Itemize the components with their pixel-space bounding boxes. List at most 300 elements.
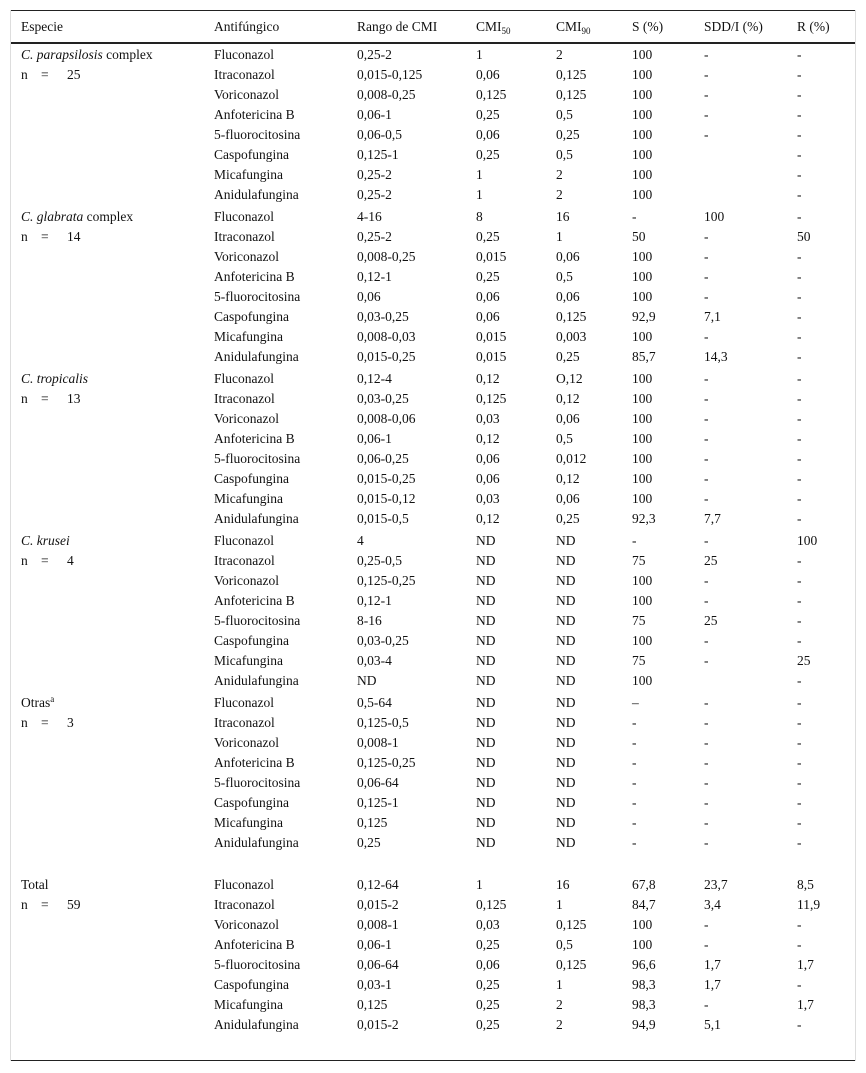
cell-r: - [797,87,802,102]
cell-sdd: - [704,573,709,588]
cell-s: – [632,695,639,710]
cell-cmi50: ND [476,613,496,628]
cell-cmi50: 0,12 [476,511,500,526]
cell-cmi90: ND [556,653,576,668]
sample-size [21,713,74,733]
cell-antifungal: Caspofungina [214,471,289,486]
cell-cmi90: 2 [556,167,563,182]
header-rule [10,42,856,44]
cell-sdd: - [704,431,709,446]
cell-s: - [632,209,637,224]
cell-r: - [797,613,802,628]
cell-range: 0,008-1 [357,917,399,932]
cell-cmi90: 1 [556,897,563,912]
cell-s: 50 [632,229,646,244]
cell-antifungal: Anfotericina B [214,107,295,122]
cell-s: 100 [632,471,653,486]
cell-cmi50: 0,015 [476,329,507,344]
cell-sdd: - [704,471,709,486]
cell-cmi50: 0,125 [476,391,507,406]
cell-cmi90: 16 [556,209,570,224]
cell-sdd: - [704,127,709,142]
cell-s: 85,7 [632,349,656,364]
species-name-italic: C. krusei [21,533,70,548]
cell-sdd: 7,1 [704,309,721,324]
cell-s: 100 [632,147,653,162]
cell-antifungal: Anfotericina B [214,269,295,284]
cell-cmi90: 0,25 [556,127,580,142]
header-cmi90-sub: 90 [581,26,591,36]
susceptibility-table [10,10,856,1062]
cell-s: 100 [632,269,653,284]
cell-r: - [797,977,802,992]
cell-cmi90: 1 [556,229,563,244]
cell-antifungal: 5-fluorocitosina [214,613,301,628]
cell-s: 100 [632,937,653,952]
cell-sdd: 23,7 [704,877,728,892]
cell-s: - [632,835,637,850]
table-top-rule [10,10,856,11]
cell-antifungal: Fluconazol [214,371,274,386]
cell-antifungal: Anidulafungina [214,673,299,688]
cell-r: - [797,715,802,730]
cell-r: - [797,673,802,688]
cell-r: - [797,147,802,162]
cell-range: 0,03-0,25 [357,309,409,324]
cell-cmi90: 0,125 [556,957,587,972]
cell-range: 0,015-2 [357,1017,399,1032]
cell-antifungal: Anfotericina B [214,431,295,446]
sample-size [21,389,81,409]
cell-range: 0,25-2 [357,187,392,202]
species-name-italic: C. parapsilosis [21,47,103,62]
sample-size-label: n [21,229,28,244]
cell-r: - [797,573,802,588]
cell-r: - [797,391,802,406]
cell-sdd: - [704,835,709,850]
cell-sdd: - [704,391,709,406]
cell-cmi90: 0,125 [556,67,587,82]
cell-s: 100 [632,451,653,466]
cell-cmi90: ND [556,775,576,790]
cell-cmi90: ND [556,835,576,850]
cell-range: 0,008-0,25 [357,87,416,102]
cell-antifungal: Caspofungina [214,633,289,648]
cell-cmi90: ND [556,573,576,588]
cell-antifungal: Micafungina [214,997,283,1012]
cell-range: 0,03-0,25 [357,633,409,648]
cell-range: 0,06-64 [357,957,399,972]
cell-antifungal: Anfotericina B [214,755,295,770]
cell-antifungal: Micafungina [214,653,283,668]
sample-size-equals: = [41,897,49,912]
cell-cmi50: ND [476,835,496,850]
cell-antifungal: Caspofungina [214,147,289,162]
header-r: R (%) [797,19,830,34]
cell-range: 0,06-64 [357,775,399,790]
sample-size-equals: = [41,67,49,82]
cell-sdd: - [704,533,709,548]
cell-sdd: - [704,451,709,466]
cell-sdd: - [704,593,709,608]
cell-r: 11,9 [797,897,821,912]
cell-cmi50: ND [476,815,496,830]
cell-cmi90: 0,06 [556,249,580,264]
cell-sdd: 5,1 [704,1017,721,1032]
species-footnote-mark: a [50,694,55,704]
cell-antifungal: Voriconazol [214,87,279,102]
species-name-italic: C. glabrata [21,209,84,224]
cell-sdd: - [704,917,709,932]
cell-r: - [797,329,802,344]
cell-antifungal: Micafungina [214,329,283,344]
cell-s: 100 [632,431,653,446]
species-name [21,369,88,389]
cell-cmi50: ND [476,573,496,588]
sample-size [21,895,81,915]
cell-r: - [797,431,802,446]
cell-s: 100 [632,573,653,588]
header-cmi90-base: CMI [556,19,582,34]
cell-cmi90: ND [556,633,576,648]
cell-range: 0,008-0,25 [357,249,416,264]
cell-cmi50: 0,12 [476,371,500,386]
cell-range: 0,12-4 [357,371,392,386]
cell-sdd: 3,4 [704,897,721,912]
header-cmi90 [556,17,591,37]
cell-range: 0,5-64 [357,695,392,710]
cell-s: 100 [632,249,653,264]
table-left-border [10,10,11,1061]
cell-sdd: 14,3 [704,349,728,364]
cell-cmi50: ND [476,553,496,568]
cell-cmi90: ND [556,715,576,730]
cell-cmi90: ND [556,795,576,810]
sample-size-value: 4 [67,553,74,568]
cell-range: 0,125-1 [357,795,399,810]
cell-antifungal: 5-fluorocitosina [214,451,301,466]
cell-sdd: 1,7 [704,957,721,972]
cell-cmi90: 0,003 [556,329,587,344]
cell-r: 50 [797,229,811,244]
cell-range: 0,03-0,25 [357,391,409,406]
cell-range: 0,015-0,25 [357,471,416,486]
sample-size-value: 14 [67,229,81,244]
cell-s: 100 [632,289,653,304]
cell-s: 100 [632,127,653,142]
cell-r: - [797,511,802,526]
sample-size-label: n [21,553,28,568]
cell-cmi50: 0,25 [476,977,500,992]
cell-r: 8,5 [797,877,814,892]
cell-range: 0,125 [357,997,388,1012]
cell-cmi50: ND [476,795,496,810]
cell-r: - [797,593,802,608]
species-name [21,875,49,895]
sample-size-label: n [21,67,28,82]
cell-r: - [797,209,802,224]
cell-cmi50: 0,06 [476,957,500,972]
cell-cmi50: 0,125 [476,87,507,102]
cell-r: - [797,471,802,486]
cell-antifungal: Caspofungina [214,309,289,324]
cell-r: - [797,451,802,466]
cell-r: - [797,411,802,426]
cell-sdd: - [704,107,709,122]
cell-cmi50: 0,015 [476,249,507,264]
cell-sdd: - [704,491,709,506]
cell-r: - [797,127,802,142]
cell-r: - [797,917,802,932]
cell-cmi50: 0,25 [476,269,500,284]
cell-antifungal: 5-fluorocitosina [214,957,301,972]
cell-cmi90: ND [556,735,576,750]
sample-size-equals: = [41,553,49,568]
cell-sdd: - [704,289,709,304]
header-cmi50-base: CMI [476,19,502,34]
cell-range: 0,015-0,5 [357,511,409,526]
cell-antifungal: Voriconazol [214,735,279,750]
cell-cmi50: 0,06 [476,309,500,324]
cell-s: 84,7 [632,897,656,912]
cell-r: - [797,47,802,62]
cell-s: 67,8 [632,877,656,892]
cell-antifungal: Voriconazol [214,249,279,264]
header-cmi50 [476,17,511,37]
cell-cmi90: 0,25 [556,349,580,364]
cell-s: 92,3 [632,511,656,526]
cell-cmi50: ND [476,695,496,710]
cell-cmi50: 0,25 [476,107,500,122]
cell-cmi90: 0,125 [556,309,587,324]
cell-antifungal: Anidulafungina [214,349,299,364]
sample-size-value: 3 [67,715,74,730]
cell-cmi50: 1 [476,187,483,202]
species-name-rest: complex [83,209,134,224]
cell-antifungal: Anidulafungina [214,511,299,526]
cell-cmi90: 0,012 [556,451,587,466]
cell-range: 0,25-2 [357,47,392,62]
cell-sdd: 25 [704,553,718,568]
cell-antifungal: Fluconazol [214,533,274,548]
cell-cmi90: 0,5 [556,937,573,952]
cell-cmi90: 0,12 [556,471,580,486]
cell-r: - [797,349,802,364]
cell-sdd: - [704,249,709,264]
cell-antifungal: Fluconazol [214,209,274,224]
cell-cmi90: ND [556,815,576,830]
cell-cmi50: ND [476,533,496,548]
cell-antifungal: Micafungina [214,167,283,182]
table-bottom-rule [10,1060,856,1061]
cell-sdd: - [704,755,709,770]
cell-r: - [797,795,802,810]
cell-s: 92,9 [632,309,656,324]
cell-cmi90: 2 [556,187,563,202]
cell-s: 100 [632,47,653,62]
cell-cmi90: 0,06 [556,411,580,426]
cell-antifungal: Voriconazol [214,917,279,932]
cell-cmi90: O,12 [556,371,583,386]
cell-antifungal: Caspofungina [214,795,289,810]
cell-antifungal: Voriconazol [214,411,279,426]
cell-cmi90: 0,125 [556,87,587,102]
cell-s: 75 [632,653,646,668]
cell-sdd: 1,7 [704,977,721,992]
cell-cmi50: 0,03 [476,411,500,426]
cell-sdd: - [704,371,709,386]
cell-range: 0,03-4 [357,653,392,668]
cell-r: - [797,371,802,386]
cell-cmi50: ND [476,593,496,608]
sample-size-label: n [21,715,28,730]
cell-range: 0,125-0,5 [357,715,409,730]
cell-range: 0,06-1 [357,107,392,122]
cell-cmi90: ND [556,553,576,568]
cell-range: ND [357,673,377,688]
cell-range: 4 [357,533,364,548]
cell-cmi50: ND [476,775,496,790]
cell-r: - [797,633,802,648]
cell-antifungal: Anidulafungina [214,187,299,202]
cell-cmi50: 0,03 [476,491,500,506]
cell-sdd: - [704,229,709,244]
cell-sdd: - [704,735,709,750]
cell-r: - [797,309,802,324]
header-sdd: SDD/I (%) [704,19,763,34]
cell-antifungal: 5-fluorocitosina [214,289,301,304]
cell-sdd: - [704,633,709,648]
cell-sdd: - [704,795,709,810]
cell-range: 8-16 [357,613,382,628]
cell-r: - [797,775,802,790]
cell-s: - [632,735,637,750]
cell-cmi50: 0,125 [476,897,507,912]
species-name-rest: Total [21,877,49,892]
species-name [21,693,54,713]
cell-range: 0,25 [357,835,381,850]
cell-range: 0,008-1 [357,735,399,750]
header-s: S (%) [632,19,664,34]
cell-r: - [797,553,802,568]
species-name-italic: C. tropicalis [21,371,89,386]
cell-cmi50: 8 [476,209,483,224]
cell-range: 0,015-0,125 [357,67,423,82]
cell-s: - [632,775,637,790]
sample-size-value: 25 [67,67,81,82]
cell-r: - [797,67,802,82]
cell-cmi50: 0,25 [476,1017,500,1032]
cell-r: - [797,937,802,952]
cell-antifungal: Itraconazol [214,897,275,912]
species-name [21,531,70,551]
cell-s: 96,6 [632,957,656,972]
cell-sdd: - [704,269,709,284]
cell-antifungal: Fluconazol [214,695,274,710]
cell-cmi90: 0,5 [556,147,573,162]
cell-cmi50: ND [476,673,496,688]
cell-antifungal: Fluconazol [214,877,274,892]
cell-r: - [797,835,802,850]
cell-cmi90: 0,5 [556,431,573,446]
cell-cmi90: ND [556,695,576,710]
sample-size [21,227,81,247]
cell-s: - [632,533,637,548]
cell-range: 0,125 [357,815,388,830]
cell-cmi50: 0,06 [476,127,500,142]
cell-range: 0,06 [357,289,381,304]
cell-range: 0,06-1 [357,937,392,952]
sample-size-equals: = [41,391,49,406]
cell-s: 100 [632,67,653,82]
cell-range: 0,06-0,25 [357,451,409,466]
cell-antifungal: 5-fluorocitosina [214,127,301,142]
table-right-border [855,10,856,1061]
cell-range: 0,015-0,25 [357,349,416,364]
cell-sdd: - [704,775,709,790]
cell-antifungal: Caspofungina [214,977,289,992]
header-species: Especie [21,19,63,34]
cell-range: 0,25-2 [357,167,392,182]
cell-antifungal: Itraconazol [214,553,275,568]
cell-cmi50: 0,12 [476,431,500,446]
cell-sdd: - [704,47,709,62]
cell-r: - [797,695,802,710]
species-name-rest: Otras [21,695,51,710]
cell-cmi50: 1 [476,877,483,892]
cell-cmi50: ND [476,735,496,750]
cell-antifungal: Itraconazol [214,67,275,82]
cell-range: 0,25-0,5 [357,553,402,568]
cell-cmi50: 0,25 [476,937,500,952]
cell-r: - [797,167,802,182]
sample-size [21,551,74,571]
cell-cmi90: ND [556,593,576,608]
cell-range: 4-16 [357,209,382,224]
cell-s: 100 [632,633,653,648]
cell-s: 100 [632,491,653,506]
species-name [21,45,153,65]
cell-cmi90: 16 [556,877,570,892]
cell-cmi50: 0,06 [476,67,500,82]
cell-cmi50: 1 [476,47,483,62]
sample-size-label: n [21,391,28,406]
cell-sdd: - [704,815,709,830]
cell-cmi50: 0,25 [476,997,500,1012]
sample-size-equals: = [41,229,49,244]
cell-s: 75 [632,613,646,628]
cell-range: 0,03-1 [357,977,392,992]
cell-s: 100 [632,673,653,688]
cell-r: - [797,187,802,202]
cell-range: 0,125-1 [357,147,399,162]
cell-range: 0,015-0,12 [357,491,416,506]
cell-sdd: - [704,87,709,102]
cell-cmi90: 0,25 [556,511,580,526]
cell-r: - [797,1017,802,1032]
cell-s: 100 [632,187,653,202]
cell-r: 100 [797,533,818,548]
cell-sdd: - [704,997,709,1012]
cell-cmi90: 0,06 [556,491,580,506]
cell-sdd: 7,7 [704,511,721,526]
cell-r: - [797,491,802,506]
cell-antifungal: Micafungina [214,491,283,506]
sample-size-label: n [21,897,28,912]
cell-range: 0,008-0,03 [357,329,416,344]
cell-cmi90: 0,125 [556,917,587,932]
cell-antifungal: Itraconazol [214,391,275,406]
